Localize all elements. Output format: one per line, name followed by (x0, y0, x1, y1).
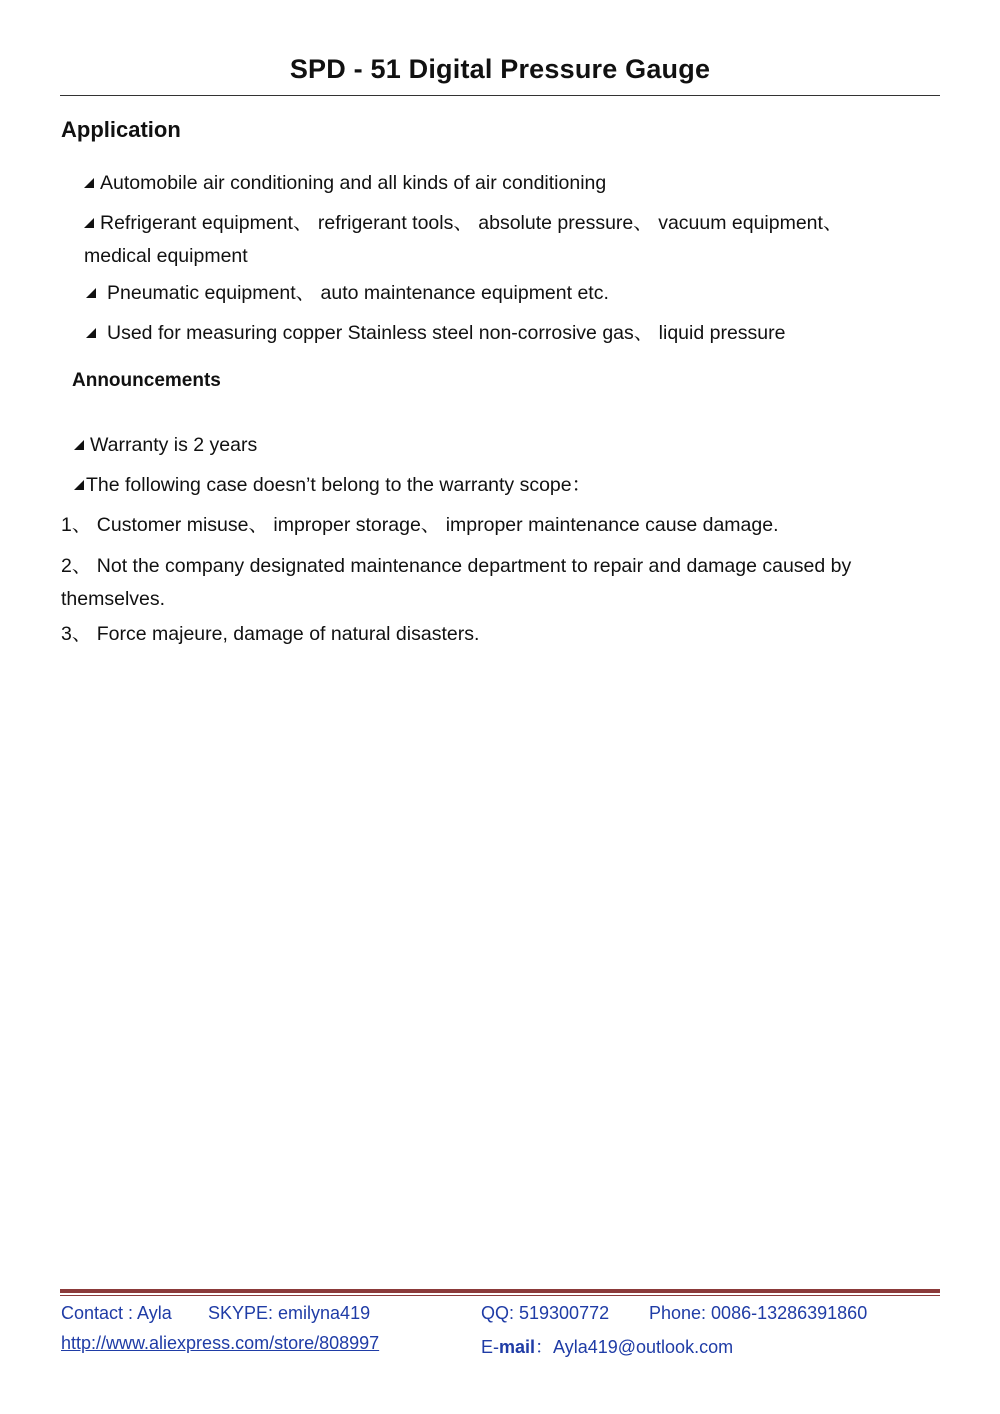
footer-email: E-mail：Ayla419@outlook.com (481, 1337, 734, 1357)
application-item-continuation: medical equipment (84, 245, 248, 267)
triangle-bullet-icon (86, 288, 96, 298)
footer-phone: Phone: 0086-13286391860 (649, 1303, 868, 1323)
triangle-bullet-icon (74, 440, 84, 450)
footer-qq: QQ: 519300772 (481, 1303, 610, 1323)
numbered-item: 3、 Force majeure, damage of natural disasters. (61, 623, 480, 645)
announcement-item: The following case doesn’t belong to the warranty scope： (74, 469, 591, 502)
footer-contact: Contact : Ayla (61, 1303, 172, 1323)
triangle-bullet-icon (84, 218, 94, 228)
title-divider (60, 95, 940, 96)
application-item: Pneumatic equipment、 auto maintenance equipment etc. (86, 277, 609, 310)
numbered-item: 2、 Not the company designated maintenance department to repair and damage caused by (61, 555, 852, 577)
numbered-item: 1、 Customer misuse、 improper storage、 improper maintenance cause damage. (61, 514, 779, 536)
application-item: Automobile air conditioning and all kinds of air conditioning (84, 167, 606, 200)
triangle-bullet-icon (74, 480, 84, 490)
announcements-heading: Announcements (72, 370, 221, 391)
footer-divider (60, 1289, 940, 1293)
announcement-item: Warranty is 2 years (74, 429, 257, 462)
footer-divider-thin (60, 1295, 940, 1296)
triangle-bullet-icon (86, 328, 96, 338)
footer-store-link-row (61, 1333, 379, 1354)
footer-skype: SKYPE: emilyna419 (208, 1303, 371, 1323)
application-item: Refrigerant equipment、 refrigerant tools、 absolute pressure、 vacuum equipment、 (84, 207, 842, 240)
store-link[interactable]: http://www.aliexpress.com/store/808997 (61, 1333, 380, 1353)
page-title: SPD - 51 Digital Pressure Gauge (289, 54, 711, 84)
application-heading: Application (61, 117, 181, 142)
numbered-item-continuation: themselves. (61, 588, 166, 610)
triangle-bullet-icon (84, 178, 94, 188)
application-item: Used for measuring copper Stainless steel non-corrosive gas、 liquid pressure (86, 317, 786, 350)
